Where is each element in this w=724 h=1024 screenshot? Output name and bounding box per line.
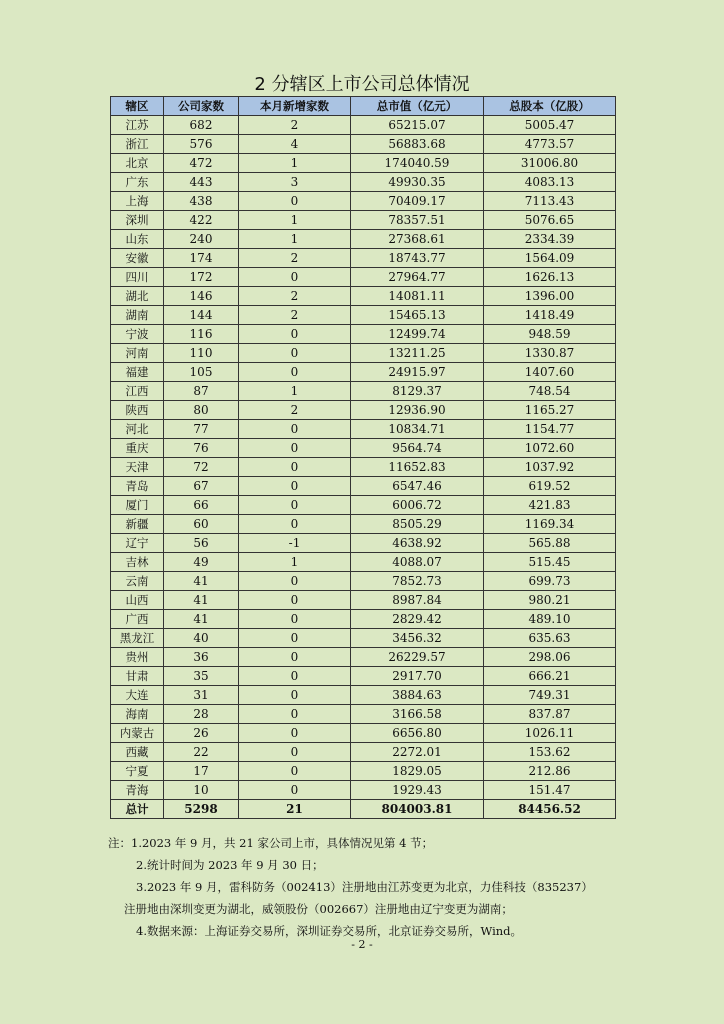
table-row	[111, 591, 616, 610]
cell-company-count: 105	[164, 363, 239, 382]
cell-region: 贵州	[111, 648, 164, 667]
total-cell-new-count: 21	[239, 800, 351, 819]
cell-company-count: 31	[164, 686, 239, 705]
table-row	[111, 325, 616, 344]
cell-company-count: 422	[164, 211, 239, 230]
cell-total-shares: 1564.09	[484, 249, 616, 268]
cell-market-cap: 24915.97	[351, 363, 484, 382]
table-row	[111, 344, 616, 363]
cell-region: 甘肃	[111, 667, 164, 686]
cell-company-count: 80	[164, 401, 239, 420]
cell-company-count: 76	[164, 439, 239, 458]
cell-region: 河南	[111, 344, 164, 363]
cell-region: 宁夏	[111, 762, 164, 781]
cell-company-count: 438	[164, 192, 239, 211]
cell-region: 青海	[111, 781, 164, 800]
cell-total-shares: 1626.13	[484, 268, 616, 287]
cell-region: 大连	[111, 686, 164, 705]
cell-market-cap: 12499.74	[351, 325, 484, 344]
cell-total-shares: 565.88	[484, 534, 616, 553]
note-4: 4.数据来源：上海证券交易所，深圳证券交易所，北京证券交易所，Wind。	[136, 924, 523, 938]
note-3: 3.2023 年 9 月，雷科防务（002413）注册地由江苏变更为北京，力佳科技（835237）	[136, 880, 593, 894]
cell-new-count: 4	[239, 135, 351, 154]
cell-region: 山东	[111, 230, 164, 249]
cell-market-cap: 6656.80	[351, 724, 484, 743]
cell-market-cap: 18743.77	[351, 249, 484, 268]
cell-region: 陕西	[111, 401, 164, 420]
cell-region: 江苏	[111, 116, 164, 135]
cell-company-count: 116	[164, 325, 239, 344]
cell-company-count: 144	[164, 306, 239, 325]
table-row	[111, 173, 616, 192]
cell-region: 北京	[111, 154, 164, 173]
cell-new-count: 2	[239, 401, 351, 420]
cell-total-shares: 153.62	[484, 743, 616, 762]
cell-company-count: 41	[164, 610, 239, 629]
col-header-new-this-month: 本月新增家数	[239, 97, 351, 116]
col-header-market-cap: 总市值（亿元）	[351, 97, 484, 116]
cell-region: 新疆	[111, 515, 164, 534]
table-row	[111, 667, 616, 686]
table-row	[111, 268, 616, 287]
table-title: 2 分辖区上市公司总体情况	[254, 74, 470, 95]
cell-company-count: 49	[164, 553, 239, 572]
cell-market-cap: 14081.11	[351, 287, 484, 306]
cell-new-count: 0	[239, 496, 351, 515]
table-header-row	[111, 97, 616, 116]
table-row	[111, 686, 616, 705]
cell-region: 青岛	[111, 477, 164, 496]
cell-total-shares: 489.10	[484, 610, 616, 629]
cell-market-cap: 12936.90	[351, 401, 484, 420]
cell-new-count: 2	[239, 306, 351, 325]
table-row	[111, 420, 616, 439]
cell-region: 西藏	[111, 743, 164, 762]
table-row	[111, 249, 616, 268]
cell-company-count: 682	[164, 116, 239, 135]
cell-region: 安徽	[111, 249, 164, 268]
table-notes	[108, 832, 618, 942]
cell-total-shares: 1165.27	[484, 401, 616, 420]
cell-new-count: -1	[239, 534, 351, 553]
cell-total-shares: 5076.65	[484, 211, 616, 230]
table-row	[111, 458, 616, 477]
cell-company-count: 172	[164, 268, 239, 287]
cell-market-cap: 78357.51	[351, 211, 484, 230]
cell-company-count: 28	[164, 705, 239, 724]
cell-new-count: 2	[239, 287, 351, 306]
cell-new-count: 0	[239, 629, 351, 648]
table-row	[111, 724, 616, 743]
cell-new-count: 0	[239, 458, 351, 477]
table-row	[111, 553, 616, 572]
cell-company-count: 67	[164, 477, 239, 496]
cell-total-shares: 749.31	[484, 686, 616, 705]
cell-new-count: 0	[239, 648, 351, 667]
table-row	[111, 306, 616, 325]
table-row	[111, 781, 616, 800]
cell-market-cap: 6547.46	[351, 477, 484, 496]
cell-market-cap: 8505.29	[351, 515, 484, 534]
cell-total-shares: 421.83	[484, 496, 616, 515]
table-row	[111, 572, 616, 591]
cell-total-shares: 1072.60	[484, 439, 616, 458]
cell-total-shares: 212.86	[484, 762, 616, 781]
cell-company-count: 10	[164, 781, 239, 800]
cell-new-count: 0	[239, 572, 351, 591]
table-row	[111, 439, 616, 458]
cell-company-count: 56	[164, 534, 239, 553]
cell-new-count: 1	[239, 230, 351, 249]
table-row	[111, 211, 616, 230]
cell-region: 上海	[111, 192, 164, 211]
cell-market-cap: 11652.83	[351, 458, 484, 477]
cell-company-count: 146	[164, 287, 239, 306]
table-row	[111, 629, 616, 648]
cell-total-shares: 837.87	[484, 705, 616, 724]
cell-region: 湖南	[111, 306, 164, 325]
table-row	[111, 648, 616, 667]
cell-total-shares: 635.63	[484, 629, 616, 648]
cell-region: 厦门	[111, 496, 164, 515]
cell-new-count: 0	[239, 325, 351, 344]
cell-market-cap: 174040.59	[351, 154, 484, 173]
table-row	[111, 515, 616, 534]
cell-market-cap: 10834.71	[351, 420, 484, 439]
cell-new-count: 0	[239, 781, 351, 800]
cell-total-shares: 5005.47	[484, 116, 616, 135]
cell-total-shares: 298.06	[484, 648, 616, 667]
total-cell-total-shares: 84456.52	[484, 800, 616, 819]
page-number: - 2 -	[351, 938, 373, 951]
cell-total-shares: 1396.00	[484, 287, 616, 306]
cell-new-count: 3	[239, 173, 351, 192]
table-row	[111, 743, 616, 762]
col-header-total-shares: 总股本（亿股）	[484, 97, 616, 116]
cell-company-count: 22	[164, 743, 239, 762]
table-row	[111, 401, 616, 420]
cell-total-shares: 1169.34	[484, 515, 616, 534]
cell-market-cap: 65215.07	[351, 116, 484, 135]
col-header-company-count: 公司家数	[164, 97, 239, 116]
cell-market-cap: 2272.01	[351, 743, 484, 762]
cell-new-count: 0	[239, 743, 351, 762]
cell-new-count: 0	[239, 705, 351, 724]
cell-region: 宁波	[111, 325, 164, 344]
cell-new-count: 0	[239, 591, 351, 610]
cell-region: 重庆	[111, 439, 164, 458]
cell-total-shares: 619.52	[484, 477, 616, 496]
cell-region: 深圳	[111, 211, 164, 230]
cell-region: 云南	[111, 572, 164, 591]
cell-new-count: 0	[239, 344, 351, 363]
note-1: 注：1.2023 年 9 月，共 21 家公司上市，具体情况见第 4 节；	[108, 836, 434, 850]
cell-market-cap: 27368.61	[351, 230, 484, 249]
cell-new-count: 0	[239, 762, 351, 781]
cell-region: 黑龙江	[111, 629, 164, 648]
cell-company-count: 66	[164, 496, 239, 515]
cell-company-count: 576	[164, 135, 239, 154]
cell-total-shares: 748.54	[484, 382, 616, 401]
cell-region: 四川	[111, 268, 164, 287]
cell-new-count: 0	[239, 363, 351, 382]
cell-market-cap: 56883.68	[351, 135, 484, 154]
cell-new-count: 0	[239, 610, 351, 629]
cell-company-count: 36	[164, 648, 239, 667]
cell-market-cap: 13211.25	[351, 344, 484, 363]
cell-total-shares: 1037.92	[484, 458, 616, 477]
cell-total-shares: 31006.80	[484, 154, 616, 173]
total-cell-company-count: 5298	[164, 800, 239, 819]
cell-market-cap: 1929.43	[351, 781, 484, 800]
cell-total-shares: 948.59	[484, 325, 616, 344]
cell-total-shares: 1026.11	[484, 724, 616, 743]
cell-market-cap: 15465.13	[351, 306, 484, 325]
cell-market-cap: 4088.07	[351, 553, 484, 572]
cell-region: 天津	[111, 458, 164, 477]
table-row	[111, 230, 616, 249]
table-row	[111, 135, 616, 154]
table-row	[111, 382, 616, 401]
cell-new-count: 2	[239, 116, 351, 135]
cell-company-count: 443	[164, 173, 239, 192]
cell-company-count: 77	[164, 420, 239, 439]
cell-total-shares: 1154.77	[484, 420, 616, 439]
cell-region: 浙江	[111, 135, 164, 154]
cell-total-shares: 666.21	[484, 667, 616, 686]
cell-company-count: 41	[164, 572, 239, 591]
total-row	[111, 800, 616, 819]
table-row	[111, 705, 616, 724]
cell-region: 吉林	[111, 553, 164, 572]
cell-new-count: 0	[239, 477, 351, 496]
cell-region: 河北	[111, 420, 164, 439]
cell-region: 江西	[111, 382, 164, 401]
col-header-region: 辖区	[111, 97, 164, 116]
total-cell-market-cap: 804003.81	[351, 800, 484, 819]
cell-company-count: 240	[164, 230, 239, 249]
cell-market-cap: 3884.63	[351, 686, 484, 705]
cell-region: 辽宁	[111, 534, 164, 553]
cell-region: 湖北	[111, 287, 164, 306]
cell-company-count: 17	[164, 762, 239, 781]
cell-market-cap: 8987.84	[351, 591, 484, 610]
cell-new-count: 0	[239, 439, 351, 458]
cell-total-shares: 4083.13	[484, 173, 616, 192]
table-row	[111, 192, 616, 211]
cell-market-cap: 9564.74	[351, 439, 484, 458]
table-row	[111, 496, 616, 515]
cell-new-count: 1	[239, 382, 351, 401]
cell-company-count: 41	[164, 591, 239, 610]
cell-total-shares: 699.73	[484, 572, 616, 591]
cell-market-cap: 2829.42	[351, 610, 484, 629]
cell-market-cap: 4638.92	[351, 534, 484, 553]
cell-total-shares: 515.45	[484, 553, 616, 572]
cell-total-shares: 1407.60	[484, 363, 616, 382]
cell-new-count: 0	[239, 724, 351, 743]
cell-new-count: 1	[239, 553, 351, 572]
cell-market-cap: 8129.37	[351, 382, 484, 401]
table-row	[111, 116, 616, 135]
cell-new-count: 0	[239, 686, 351, 705]
cell-new-count: 0	[239, 268, 351, 287]
cell-new-count: 2	[239, 249, 351, 268]
cell-company-count: 26	[164, 724, 239, 743]
cell-region: 福建	[111, 363, 164, 382]
cell-total-shares: 4773.57	[484, 135, 616, 154]
cell-market-cap: 3166.58	[351, 705, 484, 724]
cell-market-cap: 70409.17	[351, 192, 484, 211]
cell-market-cap: 3456.32	[351, 629, 484, 648]
cell-region: 内蒙古	[111, 724, 164, 743]
table-row	[111, 287, 616, 306]
cell-market-cap: 26229.57	[351, 648, 484, 667]
table-row	[111, 534, 616, 553]
cell-region: 广东	[111, 173, 164, 192]
note-2: 2.统计时间为 2023 年 9 月 30 日；	[136, 858, 324, 872]
cell-company-count: 72	[164, 458, 239, 477]
cell-company-count: 472	[164, 154, 239, 173]
cell-total-shares: 1418.49	[484, 306, 616, 325]
cell-market-cap: 1829.05	[351, 762, 484, 781]
cell-market-cap: 49930.35	[351, 173, 484, 192]
cell-new-count: 0	[239, 667, 351, 686]
cell-new-count: 0	[239, 420, 351, 439]
cell-company-count: 35	[164, 667, 239, 686]
cell-company-count: 60	[164, 515, 239, 534]
cell-region: 山西	[111, 591, 164, 610]
cell-new-count: 1	[239, 211, 351, 230]
cell-company-count: 110	[164, 344, 239, 363]
cell-total-shares: 1330.87	[484, 344, 616, 363]
cell-market-cap: 2917.70	[351, 667, 484, 686]
table-row	[111, 363, 616, 382]
note-3-cont: 注册地由深圳变更为湖北，威领股份（002667）注册地由辽宁变更为湖南；	[124, 902, 513, 916]
cell-total-shares: 2334.39	[484, 230, 616, 249]
cell-company-count: 40	[164, 629, 239, 648]
cell-new-count: 0	[239, 515, 351, 534]
cell-new-count: 1	[239, 154, 351, 173]
cell-market-cap: 27964.77	[351, 268, 484, 287]
cell-region: 海南	[111, 705, 164, 724]
total-cell-region: 总计	[111, 800, 164, 819]
cell-market-cap: 7852.73	[351, 572, 484, 591]
cell-total-shares: 7113.43	[484, 192, 616, 211]
table-row	[111, 610, 616, 629]
table-row	[111, 154, 616, 173]
cell-new-count: 0	[239, 192, 351, 211]
cell-market-cap: 6006.72	[351, 496, 484, 515]
cell-company-count: 87	[164, 382, 239, 401]
cell-total-shares: 151.47	[484, 781, 616, 800]
cell-company-count: 174	[164, 249, 239, 268]
table-row	[111, 477, 616, 496]
table-row	[111, 762, 616, 781]
cell-total-shares: 980.21	[484, 591, 616, 610]
region-summary-table	[110, 96, 616, 819]
cell-region: 广西	[111, 610, 164, 629]
